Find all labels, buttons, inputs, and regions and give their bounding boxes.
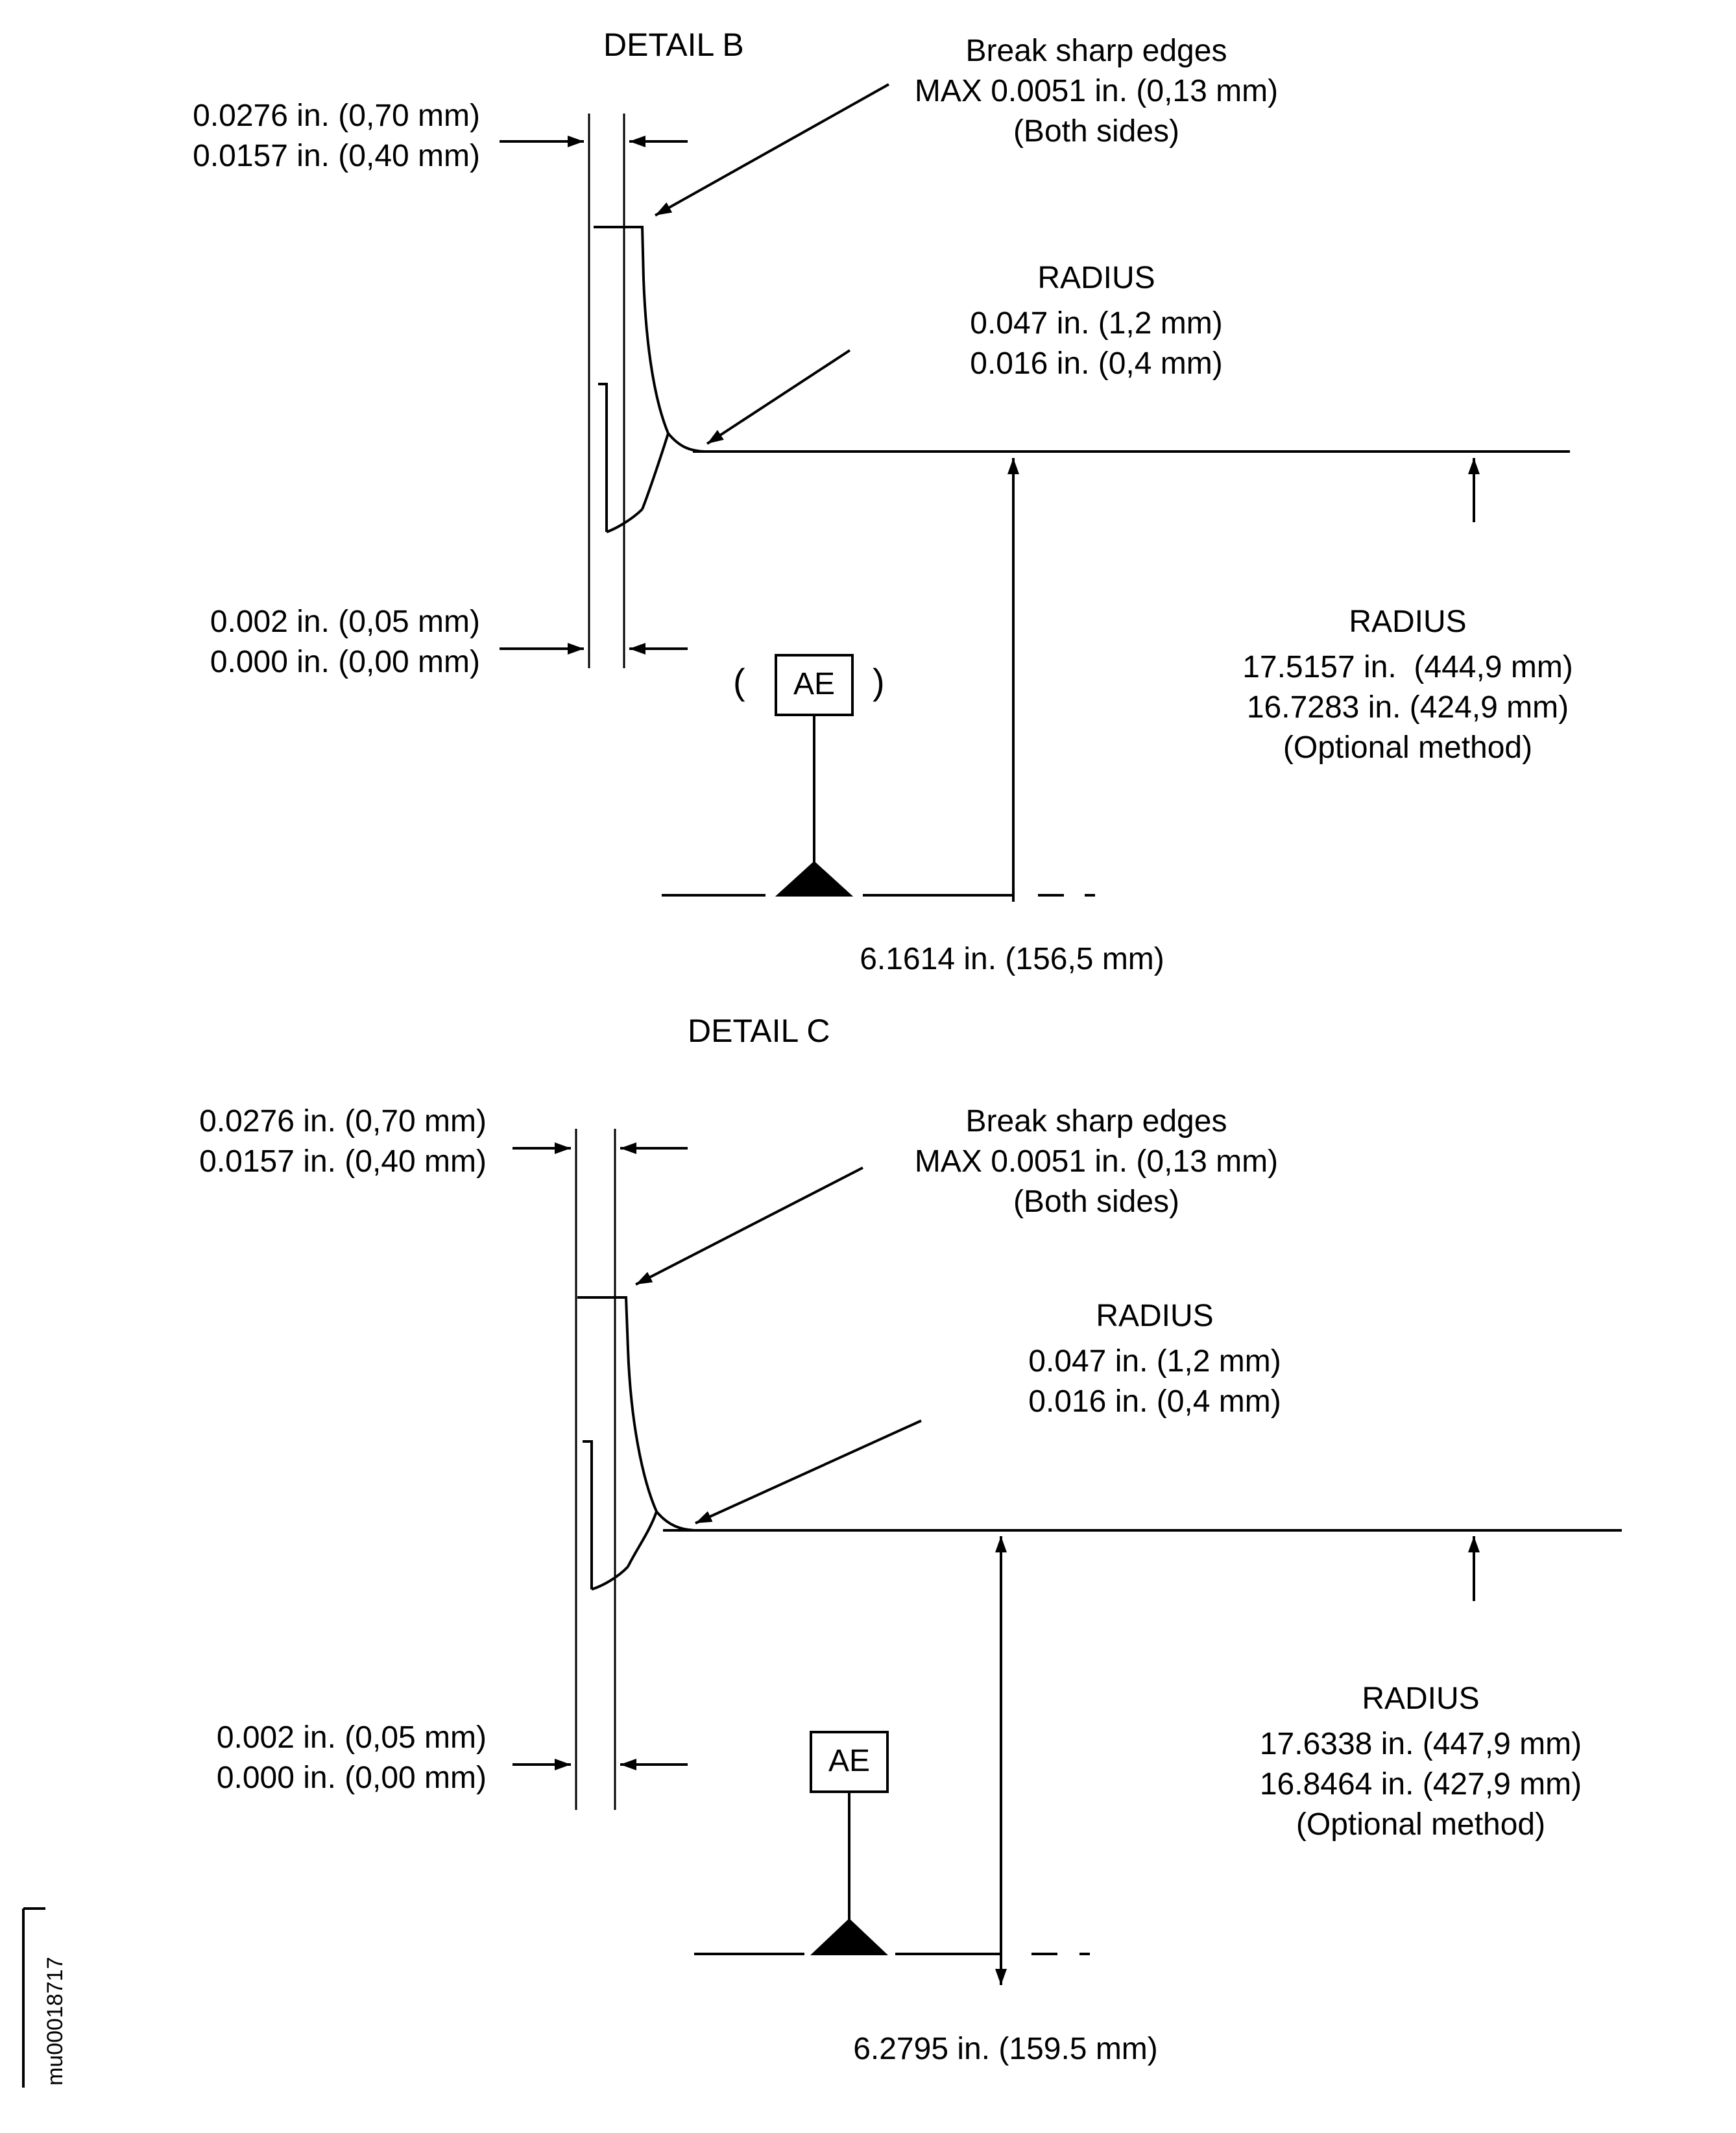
detail-b-datum-paren-close: ) [873, 661, 885, 702]
detail-b-title: DETAIL B [603, 27, 744, 63]
detail-c-thickness-lower: 0.0157 in. (0,40 mm) [199, 1144, 487, 1179]
detail-b-break-edges-line2: MAX 0.0051 in. (0,13 mm) [914, 74, 1279, 108]
detail-c-fillet-title: RADIUS [1096, 1299, 1214, 1333]
detail-b-fillet-lower: 0.016 in. (0,4 mm) [970, 346, 1223, 381]
detail-c-radius-lower: 16.8464 in. (427,9 mm) [1259, 1767, 1582, 1802]
detail-b-thickness-lower: 0.0157 in. (0,40 mm) [193, 139, 480, 173]
detail-c-break-edges-line2: MAX 0.0051 in. (0,13 mm) [914, 1144, 1279, 1179]
detail-c-fillet-upper: 0.047 in. (1,2 mm) [1028, 1344, 1281, 1379]
detail-c-break-edges-line3: (Both sides) [1013, 1185, 1180, 1219]
detail-b-radius-title: RADIUS [1349, 605, 1467, 639]
detail-c-radius-title: RADIUS [1362, 1681, 1480, 1716]
detail-b-radius-note: (Optional method) [1283, 730, 1533, 765]
detail-b-thickness-upper: 0.0276 in. (0,70 mm) [193, 99, 480, 133]
detail-b-break-edges-line1: Break sharp edges [965, 34, 1227, 68]
detail-b-fillet-title: RADIUS [1037, 261, 1155, 295]
detail-c-title: DETAIL C [688, 1013, 830, 1049]
detail-c-fillet-lower: 0.016 in. (0,4 mm) [1028, 1384, 1281, 1419]
detail-b-radius-lower: 16.7283 in. (424,9 mm) [1246, 690, 1569, 725]
detail-b-fillet-upper: 0.047 in. (1,2 mm) [970, 306, 1223, 341]
detail-b-radius-upper: 17.5157 in. (444,9 mm) [1242, 650, 1573, 684]
detail-c-datum-label: AE [828, 1744, 871, 1778]
detail-b-datum-label: AE [793, 667, 836, 701]
detail-c-geometry [512, 1129, 1622, 1985]
detail-c-radius-upper: 17.6338 in. (447,9 mm) [1259, 1727, 1582, 1761]
detail-b-height-dimension: 6.1614 in. (156,5 mm) [860, 942, 1164, 976]
detail-b-gap-lower: 0.000 in. (0,00 mm) [210, 645, 480, 679]
detail-b-break-edges-line3: (Both sides) [1013, 114, 1180, 149]
drawing-id-label: mu00018717 [43, 1957, 67, 2086]
drawing-id-bracket [23, 1909, 45, 2088]
detail-c-radius-note: (Optional method) [1296, 1807, 1546, 1842]
detail-c-height-dimension: 6.2795 in. (159.5 mm) [853, 2032, 1158, 2066]
detail-b-gap-upper: 0.002 in. (0,05 mm) [210, 605, 480, 639]
detail-c-break-edges-line1: Break sharp edges [965, 1104, 1227, 1139]
detail-c-gap-upper: 0.002 in. (0,05 mm) [216, 1720, 487, 1755]
detail-c-gap-lower: 0.000 in. (0,00 mm) [216, 1761, 487, 1795]
detail-b-datum-paren-open: ( [733, 661, 745, 702]
detail-c-thickness-upper: 0.0276 in. (0,70 mm) [199, 1104, 487, 1139]
detail-b-geometry [500, 84, 1570, 902]
